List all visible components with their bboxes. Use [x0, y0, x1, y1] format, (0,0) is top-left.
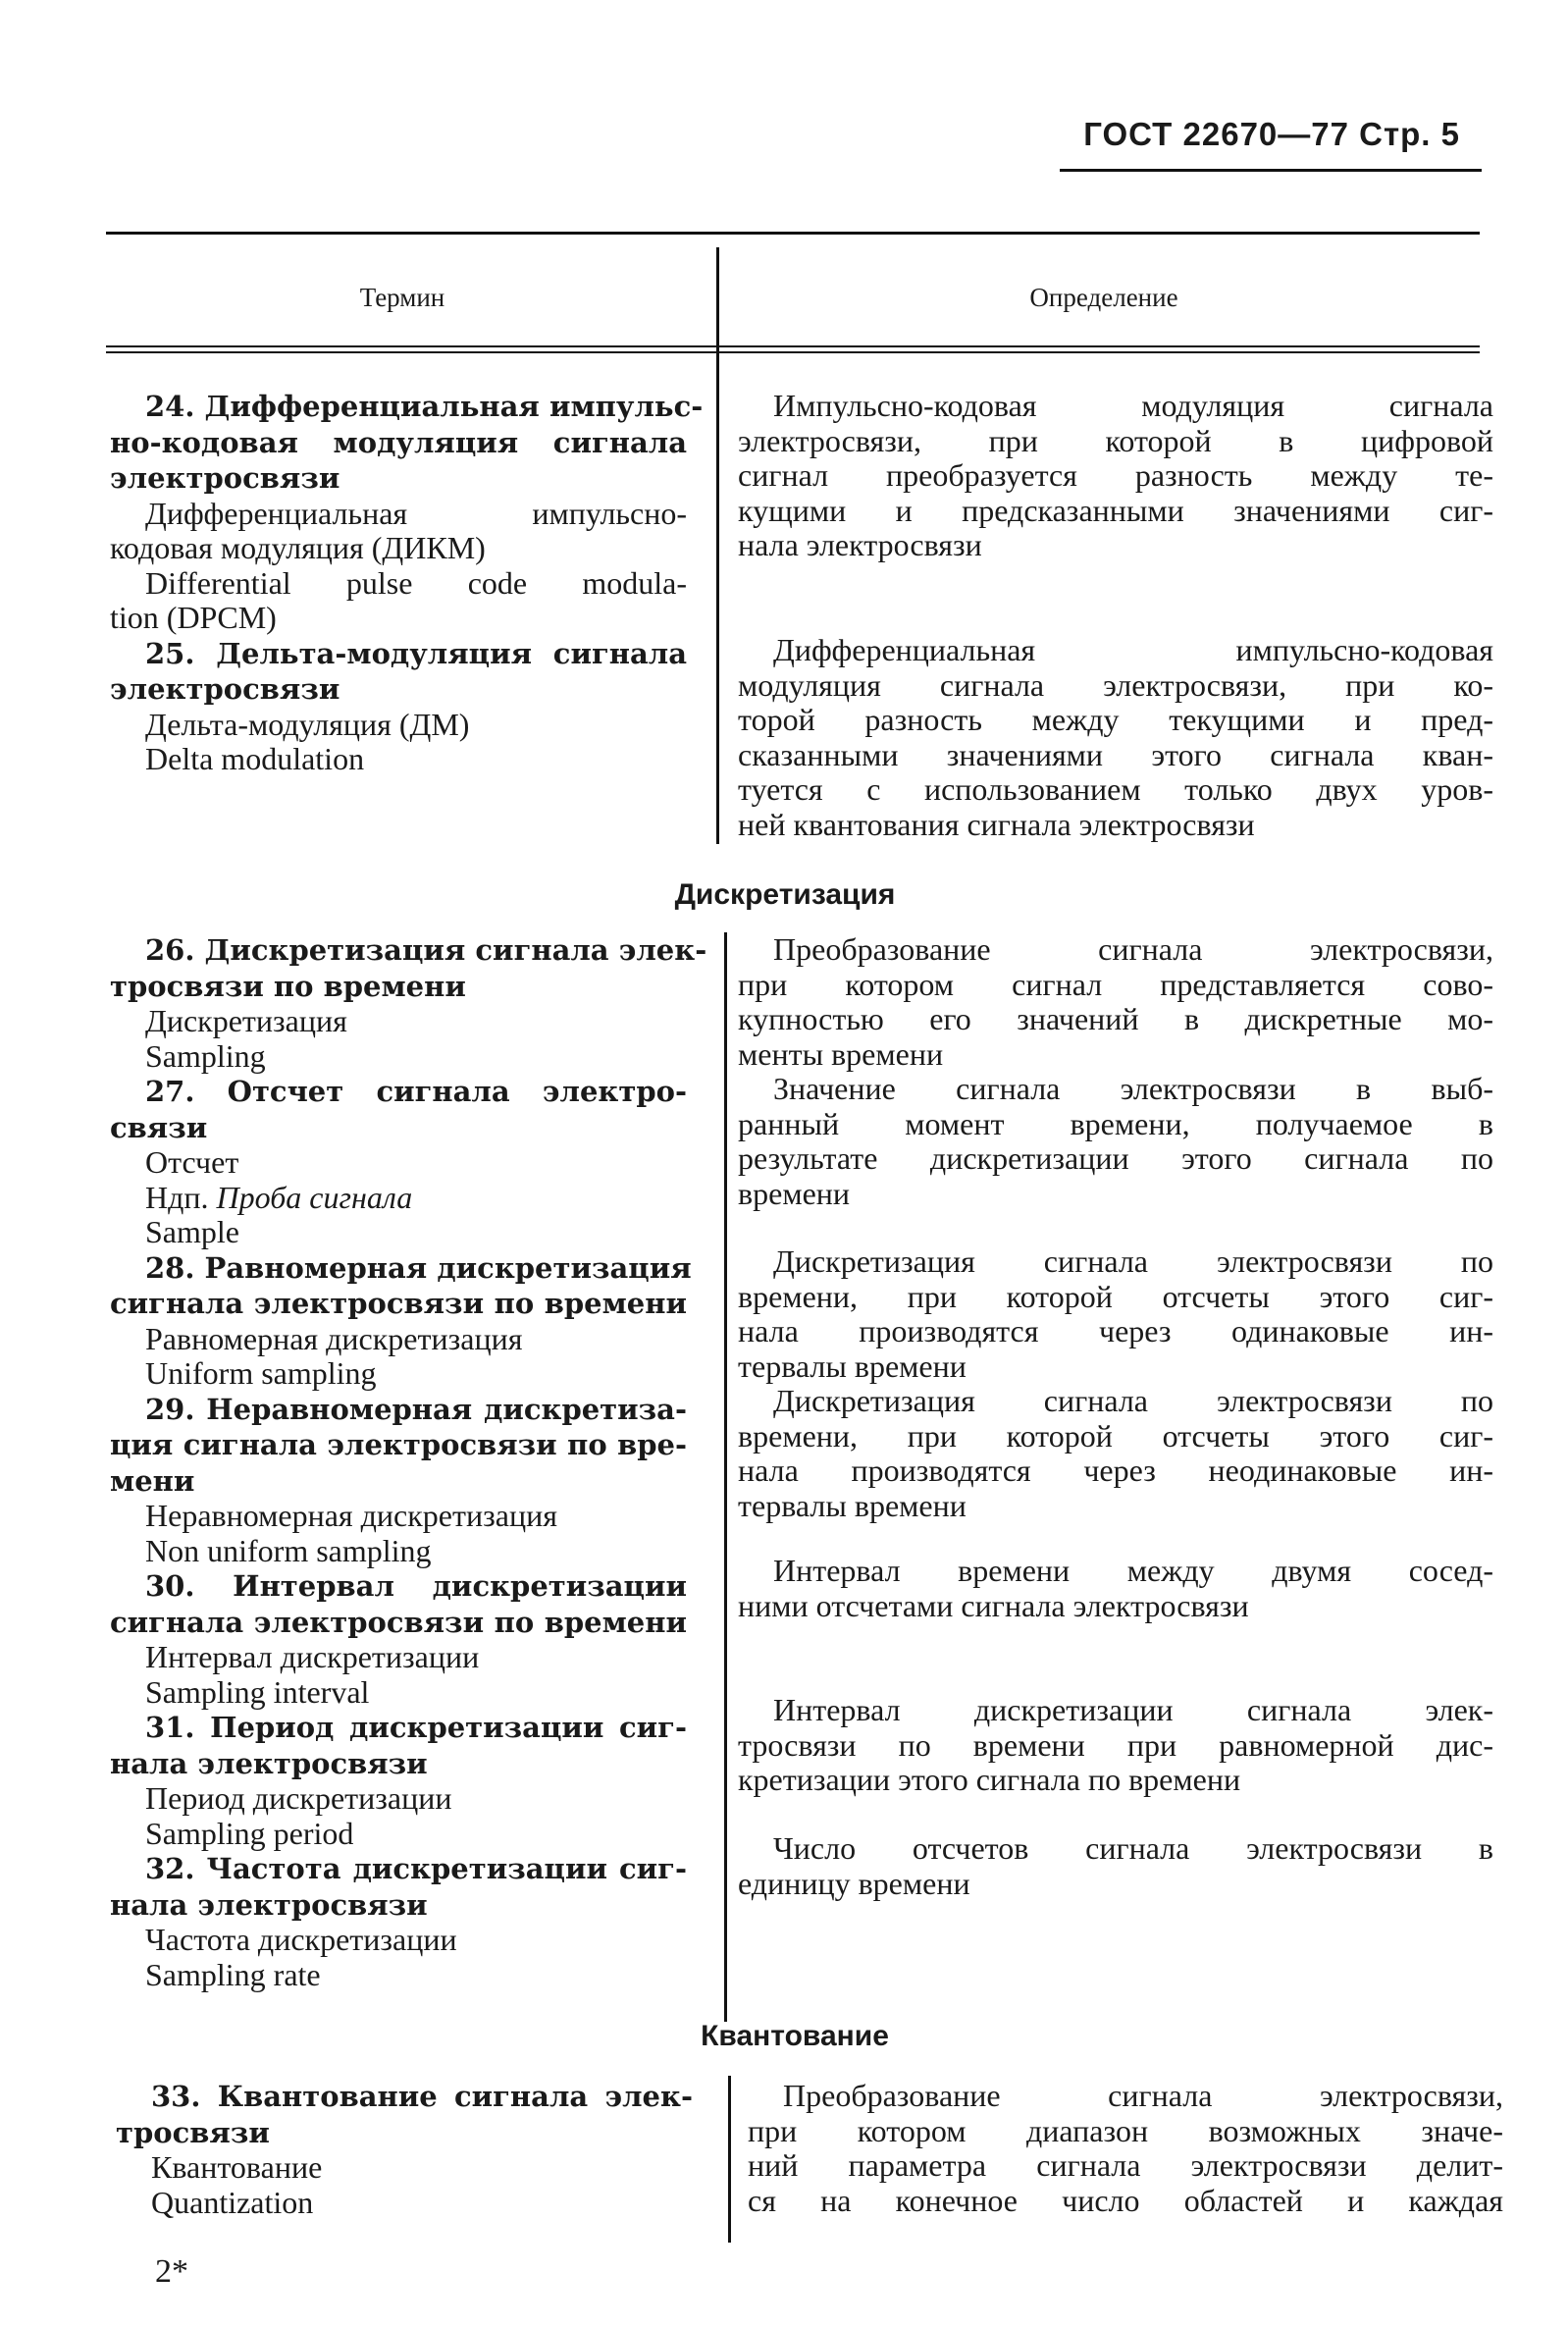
term-entry-33	[116, 2079, 693, 2220]
synonym: Неравномерная дискретизация	[145, 1498, 557, 1533]
nonpreferred-prefix: Ндп.	[145, 1179, 209, 1215]
term-line: 33. Квантование сигнала элек-	[151, 2080, 693, 2113]
section-title-sampling: Дискретизация	[674, 878, 896, 911]
term-line: сигнала электросвязи по времени	[110, 1605, 687, 1639]
definition-line: ний параметра сигнала электросвязи делит-	[748, 2147, 1503, 2183]
synonym: кодовая модуляция (ДИКМ)	[110, 530, 486, 565]
definition-line: при котором диапазон возможных значе-	[748, 2112, 1503, 2148]
definition-line: Преобразование сигнала электросвязи,	[783, 2078, 1503, 2113]
definition-line: менты времени	[738, 1035, 944, 1072]
definition-line: результате дискретизации этого сигнала по	[738, 1140, 1493, 1176]
definition-28	[738, 1244, 1493, 1384]
definition-29	[738, 1384, 1493, 1523]
term-entries-26-32	[110, 932, 707, 1992]
definition-line: времени, при которой отсчеты этого сиг-	[738, 1278, 1493, 1314]
term-line: 28. Равномерная дискретизация	[145, 1250, 692, 1285]
synonym: Sampling interval	[145, 1673, 370, 1710]
synonym: Differential pulse code modula-	[145, 564, 687, 601]
term-line: 32. Частота дискретизации сиг-	[145, 1852, 687, 1885]
column-divider	[724, 932, 727, 2022]
definition-line: кретизации этого сигнала по времени	[738, 1762, 1241, 1797]
definition-line: при котором сигнал представляется сово-	[738, 966, 1493, 1002]
synonym: Delta modulation	[145, 741, 365, 776]
term-entry-24	[110, 389, 704, 777]
definition-line: Дифференциальная импульсно-кодовая	[773, 632, 1493, 667]
term-line: 31. Период дискретизации сиг-	[145, 1711, 687, 1744]
synonym: Sampling period	[145, 1815, 354, 1851]
synonym: Частота дискретизации	[145, 1922, 457, 1957]
term-line: ция сигнала электросвязи по вре-	[110, 1428, 687, 1461]
definition-line: Импульсно-кодовая модуляция сигнала	[773, 388, 1493, 423]
synonym: tion (DPCM)	[110, 600, 277, 635]
definition-33	[748, 2079, 1503, 2218]
term-line: связи	[110, 1110, 208, 1144]
synonym: Sampling rate	[145, 1956, 321, 1992]
definition-line: Преобразование сигнала электросвязи,	[773, 931, 1493, 967]
term-line: электросвязи	[110, 461, 340, 495]
term-line: 24. Дифференциальная импульс-	[145, 390, 704, 423]
definition-line: единицу времени	[738, 1865, 970, 1901]
definition-line: Дискретизация сигнала электросвязи по	[773, 1243, 1493, 1279]
term-line: электросвязи	[110, 672, 340, 706]
definition-line: тросвязи по времени при равномерной дис-	[738, 1726, 1493, 1763]
definition-line: нала производятся через неодинаковые ин-	[738, 1453, 1493, 1488]
definition-25	[738, 633, 1493, 842]
definition-32	[738, 1831, 1493, 1901]
term-line: 30. Интервал дискретизации	[145, 1569, 687, 1603]
synonym: Sampling	[145, 1037, 266, 1074]
synonym: Равномерная дискретизация	[145, 1320, 523, 1356]
column-header-term: Термин	[359, 283, 445, 312]
nonpreferred-text: Проба сигнала	[216, 1179, 413, 1215]
definition-line: туется с использованием только двух уров-	[738, 771, 1493, 807]
term-line: тросвязи	[116, 2115, 270, 2149]
page-footer-mark: 2*	[155, 2253, 188, 2290]
synonym: Период дискретизации	[145, 1780, 452, 1816]
definition-line: времени	[738, 1175, 851, 1211]
synonym: Дифференциальная импульсно-	[145, 495, 687, 531]
synonym: Sample	[145, 1214, 239, 1249]
definition-30	[738, 1554, 1493, 1623]
term-line: 29. Неравномерная дискретиза-	[145, 1392, 687, 1426]
definition-line: торой разность между текущими и пред-	[738, 702, 1493, 737]
definition-line: купностью его значений в дискретные мо-	[738, 1001, 1493, 1036]
definition-line: электросвязи, при которой в цифровой	[738, 422, 1493, 458]
definition-line: ней квантования сигнала электросвязи	[738, 806, 1255, 842]
definition-31	[738, 1693, 1493, 1798]
term-line: 26. Дискретизация сигнала элек-	[145, 933, 707, 967]
synonym: Квантование	[151, 2149, 323, 2185]
definition-line: ранный момент времени, получаемое в	[738, 1105, 1493, 1141]
definition-26	[738, 932, 1493, 1072]
term-line: но-кодовая модуляция сигнала	[110, 425, 687, 459]
definition-line: Число отсчетов сигнала электросвязи в	[773, 1830, 1493, 1866]
column-header-definition: Определение	[1029, 283, 1178, 312]
header-rule-2	[106, 351, 1480, 353]
header-rule	[1060, 169, 1482, 172]
term-line: мени	[110, 1463, 195, 1498]
definition-line: модуляция сигнала электросвязи, при ко-	[738, 666, 1493, 703]
section-title-quantization: Квантование	[701, 2020, 889, 2052]
definition-line: нала электросвязи	[738, 527, 982, 562]
synonym: Дискретизация	[145, 1003, 347, 1038]
definition-27	[738, 1072, 1493, 1211]
definition-line: времени, при которой отсчеты этого сиг-	[738, 1417, 1493, 1454]
term-line: тросвязи по времени	[110, 969, 466, 1003]
header-rule-1	[106, 345, 1480, 347]
term-line: сигнала электросвязи по времени	[110, 1287, 687, 1320]
definition-line: Интервал дискретизации сигнала элек-	[773, 1692, 1493, 1727]
definition-line: тервалы времени	[738, 1487, 967, 1523]
term-line: нала электросвязи	[110, 1887, 428, 1922]
column-divider	[716, 247, 719, 844]
page-header: ГОСТ 22670—77 Стр. 5	[1083, 116, 1460, 152]
term-line: нала электросвязи	[110, 1746, 428, 1780]
synonym: Интервал дискретизации	[145, 1639, 480, 1674]
definition-line: тервалы времени	[738, 1348, 967, 1384]
synonym: Non uniform sampling	[145, 1532, 432, 1568]
term-line: 27. Отсчет сигнала электро-	[145, 1075, 687, 1108]
definition-line: нала производятся через одинаковые ин-	[738, 1313, 1493, 1348]
definition-24	[738, 389, 1493, 563]
definition-line: сигнал преобразуется разность между те-	[738, 457, 1493, 493]
term-line: 25. Дельта-модуляция сигнала	[145, 636, 687, 670]
definition-line: сказанными значениями этого сигнала кван-	[738, 736, 1493, 772]
synonym: Quantization	[151, 2184, 314, 2220]
synonym: Uniform sampling	[145, 1355, 377, 1391]
definition-line: Интервал времени между двумя сосед-	[773, 1553, 1493, 1588]
nonpreferred-term	[110, 1181, 687, 1216]
definition-line: ними отсчетами сигнала электросвязи	[738, 1587, 1249, 1623]
synonym: Дельта-модуляция (ДМ)	[145, 706, 470, 742]
definition-line: Значение сигнала электросвязи в выб-	[773, 1071, 1493, 1106]
definition-line: Дискретизация сигнала электросвязи по	[773, 1383, 1493, 1418]
synonym: Отсчет	[145, 1144, 239, 1180]
table-top-rule	[106, 232, 1480, 235]
definition-line: кущими и предсказанными значениями сиг-	[738, 492, 1493, 528]
column-divider	[728, 2076, 731, 2243]
definition-line: ся на конечное число областей и каждая	[748, 2182, 1503, 2218]
